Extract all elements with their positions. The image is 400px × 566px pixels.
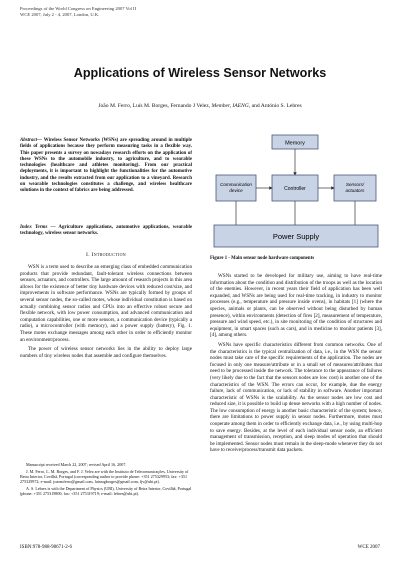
memory-label: Memory — [285, 140, 305, 147]
figure-caption: Figure 1 - Main sensor node hardware components — [210, 256, 315, 261]
author-list — [20, 103, 380, 109]
footnote: A. S. Lebres is with the Department of Physics (UBI), University of Beira Interior, Covilhã, Portugal (phone: +351 275319800; fax: +351 275319719; e-mail: lebres@ubi.pt). — [20, 485, 192, 497]
header-line-1: Proceedings of the World Congress on Engineering 2007 Vol II — [20, 6, 137, 11]
abstract-text: — Wireless Sensor Networks (WSNs) are spreading around in multiple fields of applications because they perform measuring tasks in a flexible way. This paper presents a survey on nowadays research efforts on the application of these WSNs to the automobile industry, to agriculture, and to wearable technologies (healthcare and athletes monitoring). From our practical deployments, it is important to highlight the functionalities for the automotive industry, and the results extracted from our application to a vineyard. Research on wearable technologies constitutes a challenge, and wireless healthcare solutions in the context of fabrics are being addressed. — [20, 138, 192, 194]
abstract — [20, 138, 192, 195]
controller-label: Controller — [284, 186, 306, 192]
index-terms-label: Index Terms — [20, 225, 48, 230]
author-names-1: João M. Ferro, Luís M. Borges, Fernando J Velez, — [98, 103, 212, 109]
right-column-body — [210, 273, 382, 457]
header-line-2: WCE 2007, July 2 - 4, 2007, London, U.K. — [20, 12, 100, 17]
paragraph: WSNs started to be developed for military use, aiming to have real-time information about the condition and distribution of the troops as well as the location of the enemies. However, in recent years their field of application has been well expanded, and WSNs are being used for real-time tracking, in industry to monitor processes (e.g., temperature and pressure inside ovens), in habitats [1] (where the species, animals or plants, can be observed without being disturbed by human presence), within environments (detection of fires [2], measurement of temperature, pressure and wind speed, etc.), in site monitoring of the condition of structures and equipment, in smart spaces (such as cars), and in medicine to monitor patients [3], [4], among others. — [210, 273, 382, 339]
paragraph: The power of wireless sensor networks lies in the ability to deploy large numbers of tiny wireless nodes that assemble and configure themselves. — [20, 346, 192, 359]
figure-label-line: actuators — [345, 188, 365, 193]
proceedings-header — [20, 6, 220, 18]
sensors-label — [346, 182, 366, 193]
paragraph: WSNs have specific characteristics different from common networks. One of the characteristics is the typical centralization of data, i.e., in the WSN the sensor nodes must take care of the specific requirements of the application. The nodes are focused in only one measure/attribute or in a small set of measures/attributes that need to be processed inside the network. The tolerance to the appearance of failures (very likely due to the fact that the sensors nodes are low cost) is another one of the characteristics of the WSN. The errors can occur, for example, due the energy failure, lack of communication, or lack of stability in software. Another important characteristic of WSNs is the scalability. As the sensor nodes are low cost and reduced size, it is possible to build up dense networks with a high number of nodes. The low consumption of energy is another basic characteristic of the system; hence, there are limitations to power supply in sensor nodes. Furthermore, motes must cooperate among them in order to efficiently exchange data, i.e., by using multi-hop to save energy. Besides, at the level of each individual sensor node, an efficient management of transmission, reception, and sleep modes of operation that should be implemented. Sensor nodes must remain in the sleep-mode whenever they do not have to receive/process/transmit data packets. — [210, 341, 382, 454]
section-title: Introduction — [91, 252, 126, 258]
conference-tag: WCE 2007 — [357, 545, 380, 550]
power-supply-label: Power Supply — [272, 232, 320, 241]
paper-title: Applications of Wireless Sensor Networks — [73, 66, 327, 80]
author-names-2: , and António S. Lebres — [248, 103, 302, 109]
footnote: Manuscript received March 22, 2007; revised April 16, 2007. — [26, 462, 127, 467]
index-terms-text: — Agriculture applications, automotive applications, wearable technology, wireless sensor networks. — [20, 225, 193, 237]
figure-label-line: device — [229, 188, 243, 193]
isbn: ISBN:978-988-98671-2-6 — [20, 545, 72, 550]
section-heading-introduction — [20, 252, 192, 258]
left-column-body — [20, 264, 192, 362]
section-numeral: I. — [86, 252, 90, 258]
sensors-label-text: Sensors/ — [345, 182, 365, 187]
paragraph: WSN is a term used to describe an emerging class of embedded communication products that provide redundant, fault-tolerant wireless connections between sensors, actuators, and controllers. The large amount of research projects in this area allows for the existence of better tiny hardware devices with reduced cost/size, and improvements in software performance. WSNs are typically formed by groups of several sensor nodes, the so-called motes, whose individual constitution is based on actually combining sensor radios and CPUs into an effective robust secure and flexible network, with low power consumption, and advanced communication and computation capabilities, one or more sensors, a communication device (typically a radio), a microcontroller (with memory), and a power supply (battery), Fig. 1. These motes exchange messages among each other in order to efficiently monitor an environment/process. — [20, 264, 192, 343]
footnote: J. M. Ferro, L. M. Borges, and F. J. Velez are with the Instituto de Telecomunicações, University of Beira Interior, Covilhã, Portugal (corresponding author to provide phone: +351 275329953; fax: +351 275329972; e-mail: joaomferro@gmail.com, luismgborges@gmail.com, fjv@ubi.pt). — [20, 468, 189, 485]
communication-label-text: Communication — [220, 182, 252, 187]
footnotes — [20, 462, 192, 498]
author-membership: Member, IAENG — [211, 103, 249, 109]
index-terms — [20, 225, 192, 238]
abstract-label: Abstract — [20, 138, 38, 143]
hardware-components-figure — [210, 133, 382, 251]
